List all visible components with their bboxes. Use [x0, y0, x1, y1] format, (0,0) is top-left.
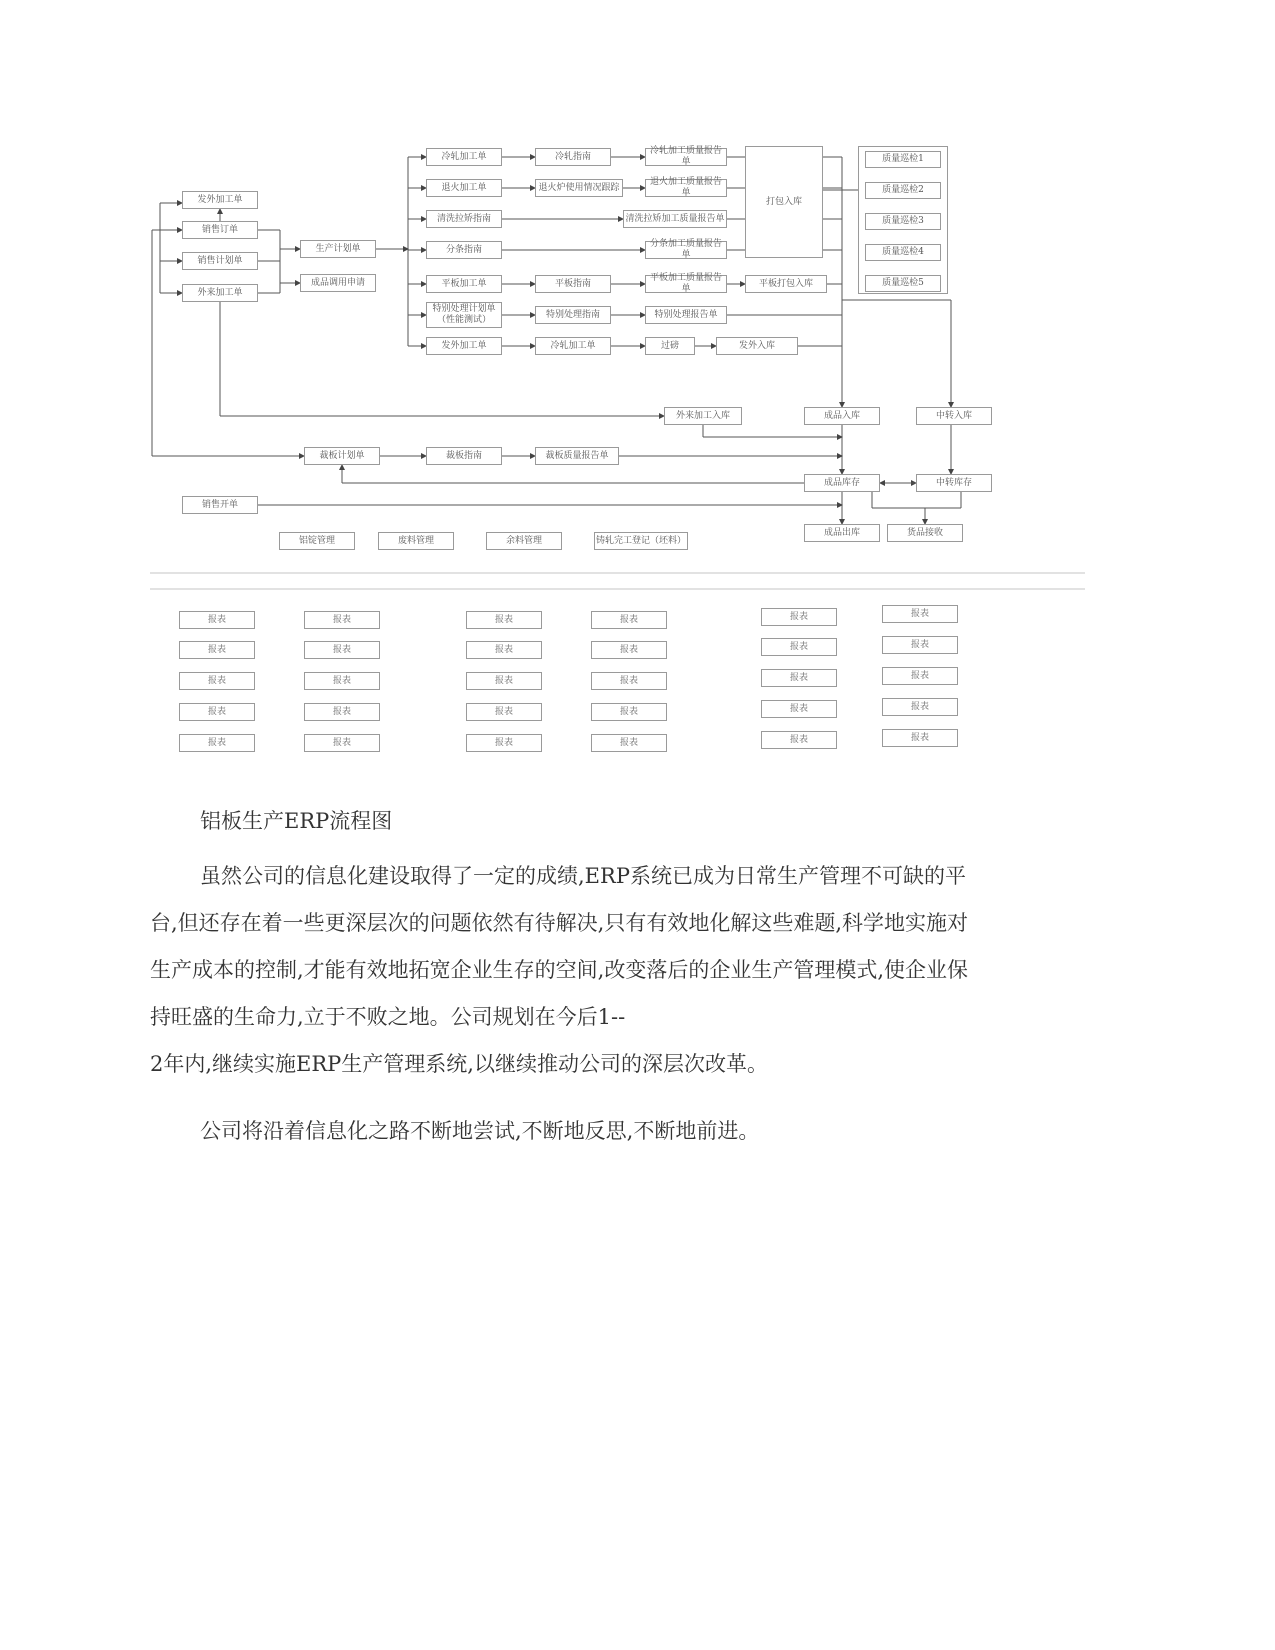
paragraph-2 [150, 1108, 1125, 1155]
mgmt-box-scrap: 废料管理 [378, 532, 454, 550]
row1-box2: 冷轧指南 [535, 148, 611, 166]
separator-line [150, 572, 1085, 574]
cut-box-guide: 裁板指南 [426, 447, 502, 465]
row7-box2: 冷轧加工单 [535, 337, 611, 355]
report-box: 报表 [179, 703, 255, 721]
row1-box3: 冷轧加工质量报告单 [645, 148, 727, 166]
report-box: 报表 [761, 700, 837, 718]
row7-box1: 发外加工单 [426, 337, 502, 355]
box-sales-bill: 销售开单 [182, 496, 258, 514]
box-finished-in: 成品入库 [804, 407, 880, 425]
report-box: 报表 [761, 669, 837, 687]
box-transfer-stock: 中转库存 [916, 474, 992, 492]
separator-line [150, 588, 1085, 590]
report-box: 报表 [179, 611, 255, 629]
erp-flowchart [0, 0, 1275, 770]
report-box: 报表 [466, 703, 542, 721]
paragraph-line: 台,但还存在着一些更深层次的问题依然有待解决,只有有效地化解这些难题,科学地实施对 [150, 911, 969, 935]
qc-box-3: 质量巡检3 [865, 213, 941, 230]
figure-caption: 铝板生产ERP流程图 [200, 809, 393, 833]
row4-box1: 分条指南 [426, 241, 502, 259]
qc-box-2: 质量巡检2 [865, 182, 941, 199]
box-transfer-in: 中转入库 [916, 407, 992, 425]
paragraph-line: 持旺盛的生命力,立于不败之地。公司规划在今后1-- [150, 1005, 626, 1029]
row6-box1: 特别处理计划单 （性能测试） [426, 302, 502, 328]
report-box: 报表 [882, 667, 958, 685]
row4-box2: 分条加工质量报告单 [645, 241, 727, 259]
box-finished-request: 成品调用申请 [300, 274, 376, 292]
box-finished-stock: 成品库存 [804, 474, 880, 492]
row7-box4: 发外入库 [716, 337, 798, 355]
qc-box-5: 质量巡检5 [865, 275, 941, 292]
report-box: 报表 [304, 672, 380, 690]
report-box: 报表 [591, 611, 667, 629]
row6-box2: 特别处理指南 [535, 306, 611, 324]
row1-box1: 冷轧加工单 [426, 148, 502, 166]
box-pack-in: 打包入库 [745, 146, 823, 258]
paragraph-line: 2年内,继续实施ERP生产管理系统,以继续推动公司的深层次改革。 [150, 1052, 768, 1076]
box-production-plan: 生产计划单 [300, 240, 376, 258]
paragraph-line: 虽然公司的信息化建设取得了一定的成绩,ERP系统已成为日常生产管理不可缺的平 [200, 864, 966, 888]
mgmt-box-surplus: 余料管理 [486, 532, 562, 550]
qc-box-1: 质量巡检1 [865, 151, 941, 168]
row5-box1: 平板加工单 [426, 275, 502, 293]
cut-box-plan: 裁板计划单 [304, 447, 380, 465]
cut-box-report: 裁板质量报告单 [535, 447, 619, 465]
report-box: 报表 [882, 636, 958, 654]
row3-box1: 清洗拉矫指南 [426, 210, 502, 228]
report-box: 报表 [761, 731, 837, 749]
report-box: 报表 [882, 605, 958, 623]
report-box: 报表 [761, 638, 837, 656]
row2-box3: 退火加工质量报告单 [645, 179, 727, 197]
mgmt-box-ingot: 铝锭管理 [279, 532, 355, 550]
left-box-outsource-order: 发外加工单 [182, 191, 258, 209]
report-box: 报表 [591, 734, 667, 752]
left-box-external-order: 外来加工单 [182, 284, 258, 302]
row2-box2: 退火炉使用情况跟踪 [535, 179, 623, 197]
report-box: 报表 [591, 703, 667, 721]
report-box: 报表 [466, 641, 542, 659]
report-box: 报表 [882, 729, 958, 747]
qc-box-4: 质量巡检4 [865, 244, 941, 261]
left-box-sales-plan: 销售计划单 [182, 252, 258, 270]
report-box: 报表 [591, 641, 667, 659]
row2-box1: 退火加工单 [426, 179, 502, 197]
report-box: 报表 [466, 611, 542, 629]
row5-box4: 平板打包入库 [745, 275, 827, 293]
row6-box3: 特别处理报告单 [645, 306, 727, 324]
report-box: 报表 [466, 734, 542, 752]
report-box: 报表 [304, 611, 380, 629]
row3-box2: 清洗拉矫加工质量报告单 [623, 210, 727, 228]
report-box: 报表 [882, 698, 958, 716]
report-box: 报表 [304, 703, 380, 721]
row5-box3: 平板加工质量报告单 [645, 275, 727, 293]
report-box: 报表 [179, 672, 255, 690]
report-box: 报表 [466, 672, 542, 690]
paragraph-line: 生产成本的控制,才能有效地拓宽企业生存的空间,改变落后的企业生产管理模式,使企业保 [150, 958, 969, 982]
report-box: 报表 [761, 608, 837, 626]
report-box: 报表 [591, 672, 667, 690]
report-box: 报表 [304, 734, 380, 752]
paragraph-line: 公司将沿着信息化之路不断地尝试,不断地反思,不断地前进。 [200, 1119, 760, 1143]
row5-box2: 平板指南 [535, 275, 611, 293]
mgmt-box-casting: 铸轧完工登记（坯料） [594, 532, 688, 550]
box-finished-out: 成品出库 [804, 524, 880, 542]
report-box: 报表 [179, 734, 255, 752]
left-box-sales-order: 销售订单 [182, 221, 258, 239]
row7-box3: 过磅 [645, 337, 695, 355]
report-box: 报表 [304, 641, 380, 659]
report-box: 报表 [179, 641, 255, 659]
paragraph-1 [150, 853, 1125, 1088]
box-outside-in: 外来加工入库 [664, 407, 742, 425]
box-goods-receive: 货品接收 [887, 524, 963, 542]
